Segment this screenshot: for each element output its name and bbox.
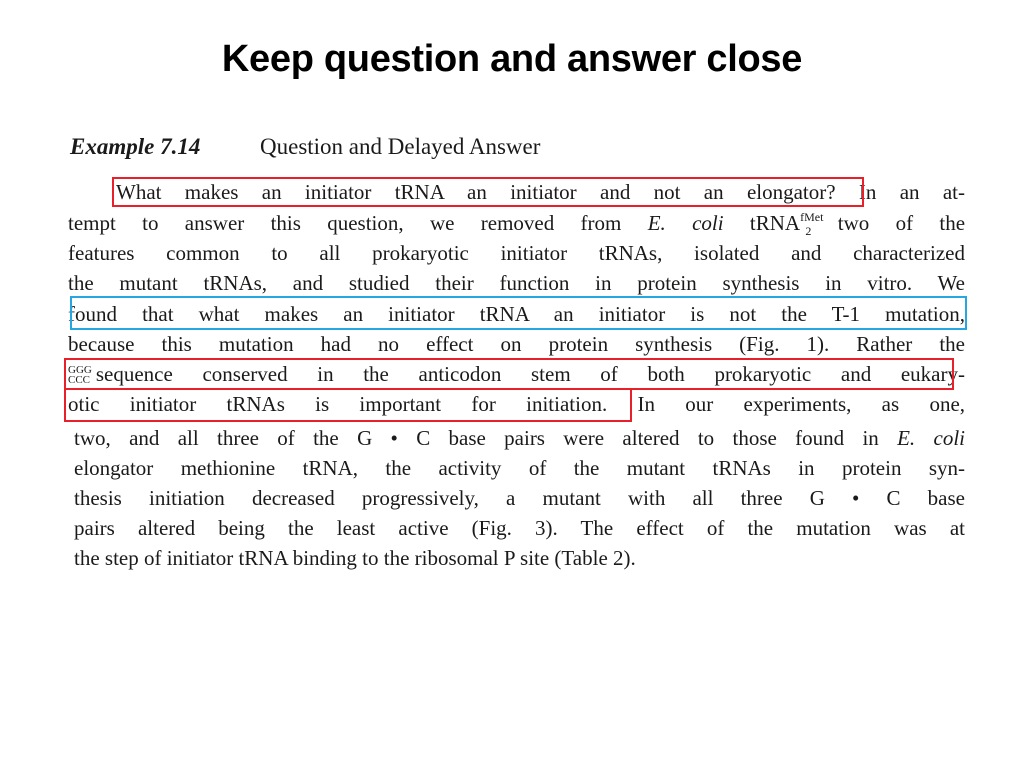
text-line-1 — [116, 180, 965, 205]
trna-superscript: fMet — [800, 210, 824, 224]
trna-text: tRNA — [749, 211, 801, 235]
stack-bottom: CCC — [68, 374, 91, 386]
example-title: Question and Delayed Answer — [260, 134, 541, 159]
text-line-2 — [68, 211, 965, 236]
text-line-3: features common to all prokaryotic initiator tRNAs, isolated and characterized — [68, 241, 965, 265]
text-line-9 — [74, 426, 965, 451]
example-heading — [70, 134, 540, 160]
line-1-rest: In an at- — [858, 180, 965, 204]
text-line-8 — [68, 392, 965, 417]
answer-ending: otic initiator tRNAs is important for initiation. — [68, 392, 608, 416]
trna-label — [749, 210, 824, 238]
text-line-11: thesis initiation decreased progressively, a mutant with all three G • C base — [74, 486, 965, 510]
text-line-10: elongator methionine tRNA, the activity of the mutant tRNAs in protein syn- — [74, 456, 965, 480]
line-9-italic: E. coli — [897, 426, 965, 450]
text-line-6: because this mutation had no effect on protein synthesis (Fig. 1). Rather the — [68, 332, 965, 356]
text-line-4: the mutant tRNAs, and studied their function in protein synthesis in vitro. We — [68, 271, 965, 295]
ggg-ccc-stack — [68, 365, 92, 385]
line-7-rest: sequence conserved in the anticodon stem of both prokaryotic and eukary- — [95, 362, 965, 386]
text-line-7 — [68, 362, 965, 387]
stack-top: GGG — [68, 364, 92, 376]
text-line-12: pairs altered being the least active (Fig. 3). The effect of the mutation was at — [74, 516, 965, 540]
question-text: What makes an initiator tRNA an initiator and not an elongator? — [116, 180, 836, 204]
scanned-excerpt — [68, 134, 968, 584]
example-label: Example 7.14 — [70, 134, 201, 159]
line-2-italic: E. coli — [647, 211, 724, 235]
slide-title: Keep question and answer close — [221, 38, 803, 80]
text-line-13: the step of initiator tRNA binding to the ribosomal P site (Table 2). — [74, 546, 636, 570]
line-2-a: tempt to answer this question, we removed from — [68, 211, 622, 235]
text-line-5: found that what makes an initiator tRNA an initiator is not the T-1 mutation, — [68, 302, 965, 326]
trna-subscript: 2 — [805, 224, 812, 238]
line-8-rest: In our experiments, as one, — [637, 392, 966, 416]
line-9-a: two, and all three of the G • C base pairs were altered to those found in — [74, 426, 879, 450]
line-2-c: two of the — [837, 211, 966, 235]
